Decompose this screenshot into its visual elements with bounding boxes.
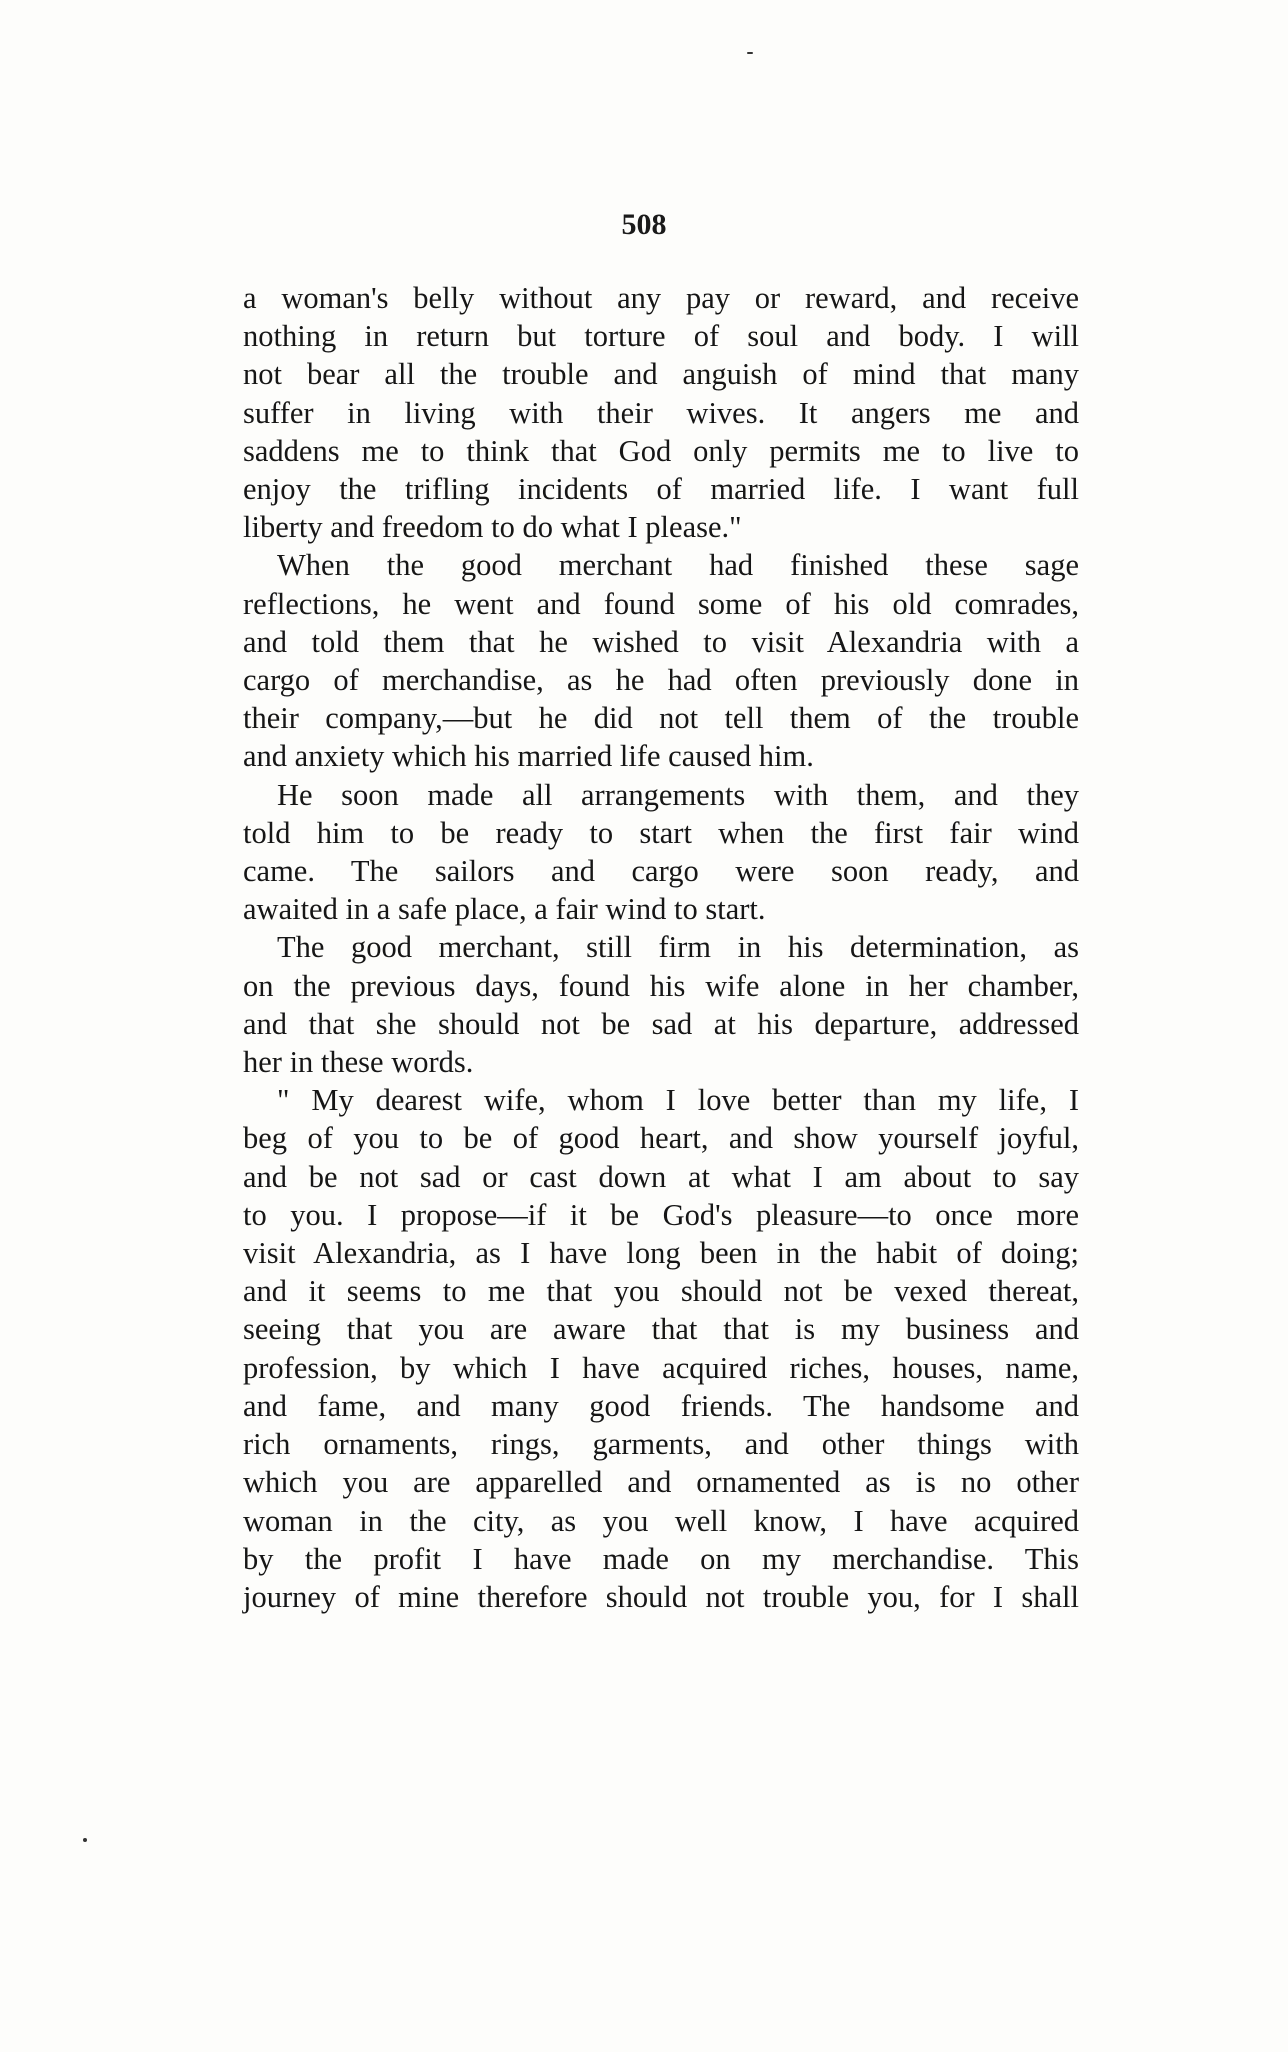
text-line: and told them that he wished to visit Alexandria with a — [243, 624, 1079, 659]
text-line: liberty and freedom to do what I please." — [243, 510, 742, 545]
body-text — [243, 279, 1079, 1616]
paragraph — [243, 776, 1079, 929]
text-line: which you are apparelled and ornamented as is no other — [243, 1465, 1079, 1500]
text-line: saddens me to think that God only permits me to live to — [243, 433, 1079, 468]
text-line: profession, by which I have acquired riches, houses, name, — [243, 1350, 1079, 1385]
text-line: told him to be ready to start when the first fair wind — [243, 815, 1079, 850]
text-line: When the good merchant had finished these sage — [277, 548, 1079, 583]
text-line: and be not sad or cast down at what I am about to say — [243, 1159, 1079, 1194]
paragraph — [243, 279, 1079, 546]
text-line: and fame, and many good friends. The handsome and — [243, 1388, 1079, 1423]
text-line: suffer in living with their wives. It angers me and — [243, 395, 1079, 430]
text-line: visit Alexandria, as I have long been in the habit of doing; — [243, 1236, 1079, 1271]
paper-speck — [83, 1838, 87, 1842]
text-line: rich ornaments, rings, garments, and other things with — [243, 1427, 1079, 1462]
paragraph — [243, 546, 1079, 775]
text-line: a woman's belly without any pay or reward, and receive — [243, 281, 1079, 315]
text-line: awaited in a safe place, a fair wind to start. — [243, 892, 766, 927]
paragraph — [243, 1081, 1079, 1616]
text-line: and anxiety which his married life caused him. — [243, 739, 814, 774]
text-line: to you. I propose—if it be God's pleasure—to once more — [243, 1197, 1079, 1232]
text-line: on the previous days, found his wife alone in her chamber, — [243, 968, 1079, 1003]
text-line: and that she should not be sad at his departure, addressed — [243, 1006, 1079, 1041]
text-line: enjoy the trifling incidents of married life. I want full — [243, 472, 1079, 507]
paper-speck — [747, 52, 753, 54]
text-line: " My dearest wife, whom I love better than my life, I — [277, 1083, 1079, 1118]
text-line: their company,—but he did not tell them of the trouble — [243, 701, 1079, 736]
text-line: journey of mine therefore should not trouble you, for I shall — [243, 1579, 1079, 1614]
text-line: not bear all the trouble and anguish of mind that many — [243, 357, 1079, 392]
text-line: and it seems to me that you should not be vexed thereat, — [243, 1274, 1079, 1309]
text-line: by the profit I have made on my merchandise. This — [243, 1541, 1079, 1576]
page-number: 508 — [621, 208, 667, 241]
text-line: He soon made all arrangements with them, and they — [277, 777, 1079, 812]
text-line: beg of you to be of good heart, and show yourself joyful, — [243, 1121, 1079, 1156]
text-line: woman in the city, as you well know, I have acquired — [243, 1503, 1079, 1538]
text-line: her in these words. — [243, 1045, 474, 1080]
text-line: cargo of merchandise, as he had often previously done in — [243, 663, 1079, 698]
text-line: seeing that you are aware that that is my business and — [243, 1312, 1079, 1347]
text-line: The good merchant, still firm in his determination, as — [277, 930, 1079, 965]
text-line: nothing in return but torture of soul and body. I will — [243, 319, 1079, 354]
paragraph — [243, 928, 1079, 1081]
text-line: came. The sailors and cargo were soon ready, and — [243, 854, 1079, 889]
text-line: reflections, he went and found some of his old comrades, — [243, 586, 1079, 621]
